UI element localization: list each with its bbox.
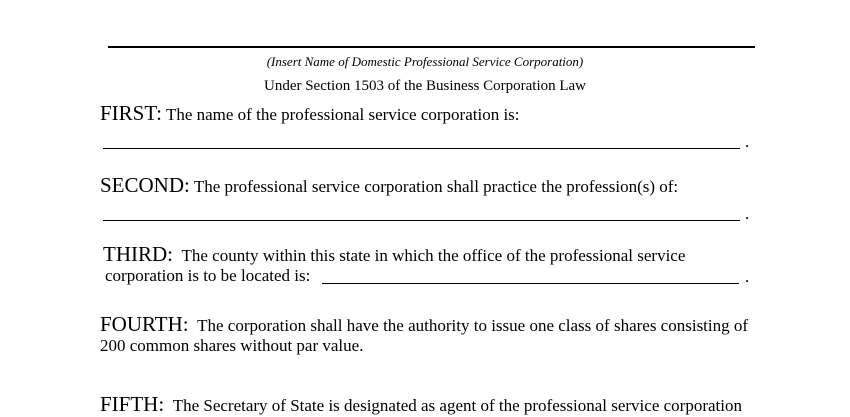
first-end-mark: . [745,132,750,151]
name-entry-line[interactable] [108,46,755,48]
third-text: The county within this state in which the office of the professional service [181,246,686,265]
fourth-text-line2: 200 common shares without par value. [100,336,364,355]
first-answer-line[interactable] [103,148,740,149]
second-text: The professional service corporation shall practice the profession(s) of: [193,177,679,196]
second-end-mark: . [745,204,750,223]
fourth-heading: FOURTH: [100,312,189,336]
third-heading: THIRD: [103,242,173,266]
fourth-paragraph [100,312,748,337]
fifth-text: The Secretary of State is designated as agent of the professional service corporation [172,396,742,415]
fifth-heading: FIFTH: [100,392,165,416]
first-paragraph [100,101,520,126]
second-paragraph [100,173,678,198]
first-heading: FIRST: [100,101,162,125]
third-text-line2: corporation is to be located is: [105,266,311,285]
third-paragraph [103,242,685,267]
fifth-paragraph [100,392,742,417]
second-heading: SECOND: [100,173,190,197]
third-answer-line[interactable] [322,283,739,284]
third-end-mark: . [745,267,750,286]
first-text: The name of the professional service corporation is: [165,105,520,124]
insert-name-instruction: (Insert Name of Domestic Professional Service Corporation) [266,54,584,69]
under-section-line: Under Section 1503 of the Business Corporation Law [263,78,587,94]
second-answer-line[interactable] [103,220,740,221]
fourth-text: The corporation shall have the authority to issue one class of shares consisting of [197,316,749,335]
